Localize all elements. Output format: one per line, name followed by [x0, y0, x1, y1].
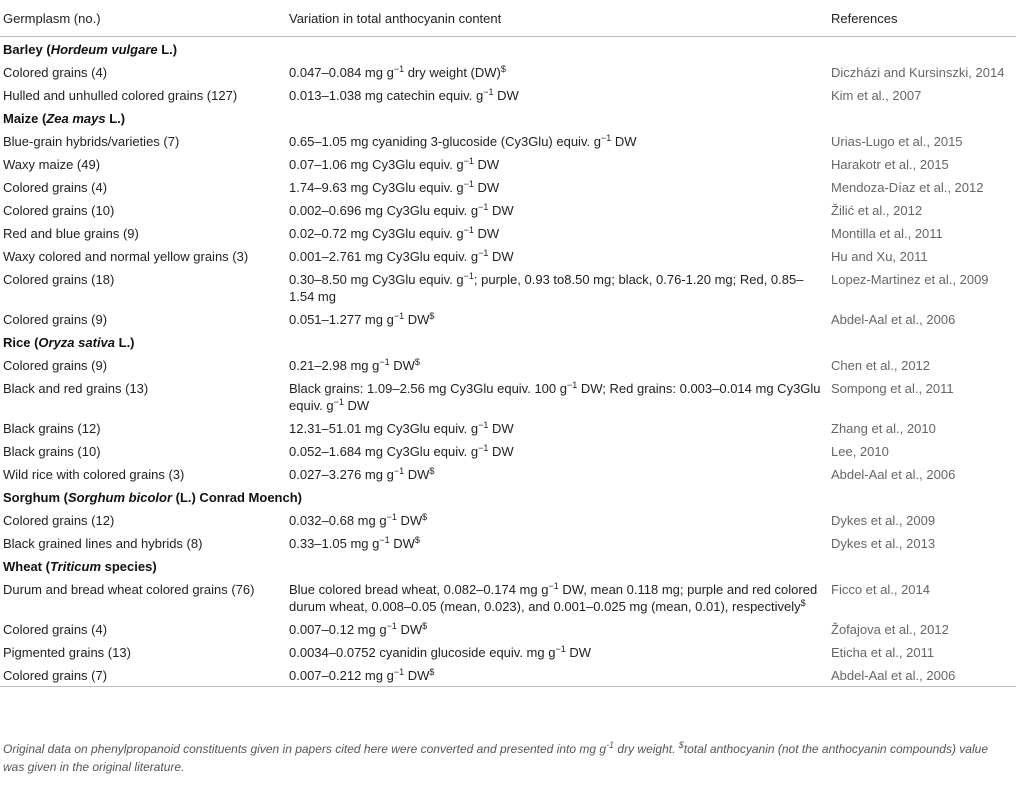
germplasm-cell: Colored grains (4) [3, 622, 108, 637]
variation-cell: 0.21–2.98 mg $g^{-1}$ DW$ [289, 357, 420, 373]
reference-cell: Abdel-Aal et al., 2006 [828, 663, 1016, 687]
table-row [0, 129, 1016, 152]
section-title-latin: Triticum [49, 559, 102, 574]
variation-cell: 0.33–1.05 mg $g^{-1}$ DW$ [289, 535, 420, 551]
table-row [0, 175, 1016, 198]
section-row [0, 106, 1016, 129]
table-footnote: Original data on phenylpropanoid constituents given in papers cited here were converted and presented into mg $g^{-1}$ dry weight. $total anthocyanin (not the anthocyanin compounds) value was given in the original literature. [3, 740, 988, 774]
header-germplasm: Germplasm (no.) [0, 0, 286, 37]
table-row [0, 640, 1016, 663]
table-row [0, 416, 1016, 439]
section-title-common: Maize ( [3, 111, 47, 126]
variation-cell: 0.30–8.50 mg Cy3Glu equiv. $g^{-1}$; purple, 0.93 to8.50 mg; black, 0.76-1.20 mg; Red, 0.85–1.54 mg [289, 271, 804, 304]
variation-cell: 0.013–1.038 mg catechin equiv. $g^{-1}$ DW [289, 87, 519, 103]
germplasm-cell: Colored grains (9) [3, 358, 108, 373]
reference-cell: Urias-Lugo et al., 2015 [831, 134, 963, 149]
reference-cell: Žilić et al., 2012 [831, 203, 923, 218]
reference-cell: Montilla et al., 2011 [831, 226, 943, 241]
reference-cell: Diczházi and Kursinszki, 2014 [831, 65, 1005, 80]
germplasm-cell: Waxy maize (49) [3, 157, 101, 172]
reference-cell: Chen et al., 2012 [831, 358, 931, 373]
table-row [0, 439, 1016, 462]
reference-cell: Abdel-Aal et al., 2006 [831, 467, 956, 482]
section-title-suffix: L.) [105, 111, 126, 126]
variation-cell: 0.02–0.72 mg Cy3Glu equiv. $g^{-1}$ DW [289, 225, 500, 241]
variation-cell: 0.007–0.12 mg $g^{-1}$ DW$ [289, 621, 428, 637]
reference-cell: Harakotr et al., 2015 [831, 157, 949, 172]
variation-cell: 0.0034–0.0752 cyanidin glucoside equiv. mg $g^{-1}$ DW [289, 644, 591, 660]
table-row [0, 376, 1016, 416]
section-title-suffix: species) [101, 559, 157, 574]
germplasm-cell: Colored grains (10) [3, 203, 115, 218]
variation-cell: 1.74–9.63 mg Cy3Glu equiv. $g^{-1}$ DW [289, 179, 500, 195]
variation-cell: Blue colored bread wheat, 0.082–0.174 mg $g^{-1}$ DW, mean 0.118 mg; purple and red colored durum wheat, 0.008–0.05 (mean, 0.023), and 0.001–0.025 mg (mean, 0.01), respectively$ [289, 581, 818, 614]
table-row [0, 221, 1016, 244]
germplasm-cell: Colored grains (4) [3, 180, 108, 195]
table-row [0, 508, 1016, 531]
section-title-common: Wheat ( [3, 559, 50, 574]
section-title-common: Rice ( [3, 335, 39, 350]
reference-cell: Kim et al., 2007 [831, 88, 922, 103]
variation-cell: 0.65–1.05 mg cyaniding 3-glucoside (Cy3Glu) equiv. $g^{-1}$ DW [289, 133, 637, 149]
table-row [0, 663, 1016, 687]
section-title-latin: Zea mays [46, 111, 106, 126]
section-title [0, 554, 1016, 577]
reference-cell: Eticha et al., 2011 [831, 645, 935, 660]
reference-cell: Dykes et al., 2009 [831, 513, 936, 528]
variation-cell: 0.052–1.684 mg Cy3Glu equiv. $g^{-1}$ DW [289, 443, 514, 459]
table-row [0, 617, 1016, 640]
section-title-latin: Hordeum vulgare [50, 42, 158, 57]
section-title-latin: Sorghum bicolor [68, 490, 172, 505]
table-row [0, 307, 1016, 330]
germplasm-cell: Black grained lines and hybrids (8) [3, 536, 203, 551]
germplasm-cell: Blue-grain hybrids/varieties (7) [3, 134, 180, 149]
germplasm-cell: Colored grains (9) [3, 312, 108, 327]
table-row [0, 152, 1016, 175]
reference-cell: Zhang et al., 2010 [831, 421, 936, 436]
reference-cell: Lee, 2010 [831, 444, 889, 459]
reference-cell: Sompong et al., 2011 [831, 381, 954, 396]
germplasm-cell: Waxy colored and normal yellow grains (3) [3, 249, 249, 264]
variation-cell: 0.027–3.276 mg $g^{-1}$ DW$ [289, 466, 435, 482]
germplasm-cell: Colored grains (18) [3, 272, 115, 287]
reference-cell: Ficco et al., 2014 [831, 582, 930, 597]
table-row [0, 577, 1016, 617]
germplasm-cell: Wild rice with colored grains (3) [3, 467, 185, 482]
table-body [0, 37, 1016, 687]
section-title [0, 37, 1016, 61]
section-title-latin: Oryza sativa [38, 335, 116, 350]
variation-cell: 0.047–0.084 mg $g^{-1}$ dry weight (DW)$ [289, 64, 506, 80]
reference-cell: Žofajova et al., 2012 [831, 622, 949, 637]
section-title-common: Barley ( [3, 42, 51, 57]
variation-cell: 0.032–0.68 mg $g^{-1}$ DW$ [289, 512, 428, 528]
section-title [0, 330, 1016, 353]
section-row [0, 485, 1016, 508]
variation-cell: 0.051–1.277 mg $g^{-1}$ DW$ [289, 311, 435, 327]
table-row [0, 198, 1016, 221]
table-row [0, 462, 1016, 485]
reference-cell: Hu and Xu, 2011 [831, 249, 928, 264]
variation-cell: 12.31–51.01 mg Cy3Glu equiv. $g^{-1}$ DW [289, 420, 514, 436]
reference-cell: Lopez-Martinez et al., 2009 [831, 272, 989, 287]
section-title-suffix: (L.) Conrad Moench) [172, 490, 302, 505]
variation-cell: 0.001–2.761 mg Cy3Glu equiv. $g^{-1}$ DW [289, 248, 514, 264]
germplasm-cell: Pigmented grains (13) [3, 645, 131, 660]
germplasm-cell: Durum and bread wheat colored grains (76) [3, 582, 255, 597]
variation-cell: 0.07–1.06 mg Cy3Glu equiv. $g^{-1}$ DW [289, 156, 500, 172]
germplasm-cell: Red and blue grains (9) [3, 226, 139, 241]
section-title [0, 485, 1016, 508]
header-references: References [828, 0, 1016, 37]
section-title-suffix: L.) [115, 335, 135, 350]
germplasm-cell: Colored grains (12) [3, 513, 115, 528]
germplasm-cell: Black and red grains (13) [3, 381, 149, 396]
reference-cell: Dykes et al., 2013 [831, 536, 936, 551]
section-row [0, 330, 1016, 353]
germplasm-cell: Black grains (12) [3, 421, 101, 436]
reference-cell: Abdel-Aal et al., 2006 [831, 312, 956, 327]
table-row [0, 353, 1016, 376]
reference-cell: Mendoza-Díaz et al., 2012 [831, 180, 984, 195]
variation-cell: 0.007–0.212 mg $g^{-1}$ DW$ [286, 663, 828, 687]
table-row [0, 267, 1016, 307]
variation-cell: 0.002–0.696 mg Cy3Glu equiv. $g^{-1}$ DW [289, 202, 514, 218]
germplasm-cell: Colored grains (7) [0, 663, 286, 687]
germplasm-cell: Black grains (10) [3, 444, 101, 459]
section-title-common: Sorghum ( [3, 490, 68, 505]
table-row [0, 531, 1016, 554]
table-row [0, 83, 1016, 106]
table-row [0, 244, 1016, 267]
header-row [0, 0, 1016, 37]
germplasm-cell: Colored grains (4) [3, 65, 108, 80]
section-title [0, 106, 1016, 129]
variation-cell: Black grains: 1.09–2.56 mg Cy3Glu equiv. 100 $g^{-1}$ DW; Red grains: 0.003–0.014 mg Cy3Glu equiv. $g^{-1}$ DW [289, 380, 821, 413]
section-title-suffix: L.) [157, 42, 178, 57]
header-variation: Variation in total anthocyanin content [286, 0, 828, 37]
section-row [0, 37, 1016, 61]
section-row [0, 554, 1016, 577]
table-row [0, 60, 1016, 83]
germplasm-cell: Hulled and unhulled colored grains (127) [3, 88, 238, 103]
